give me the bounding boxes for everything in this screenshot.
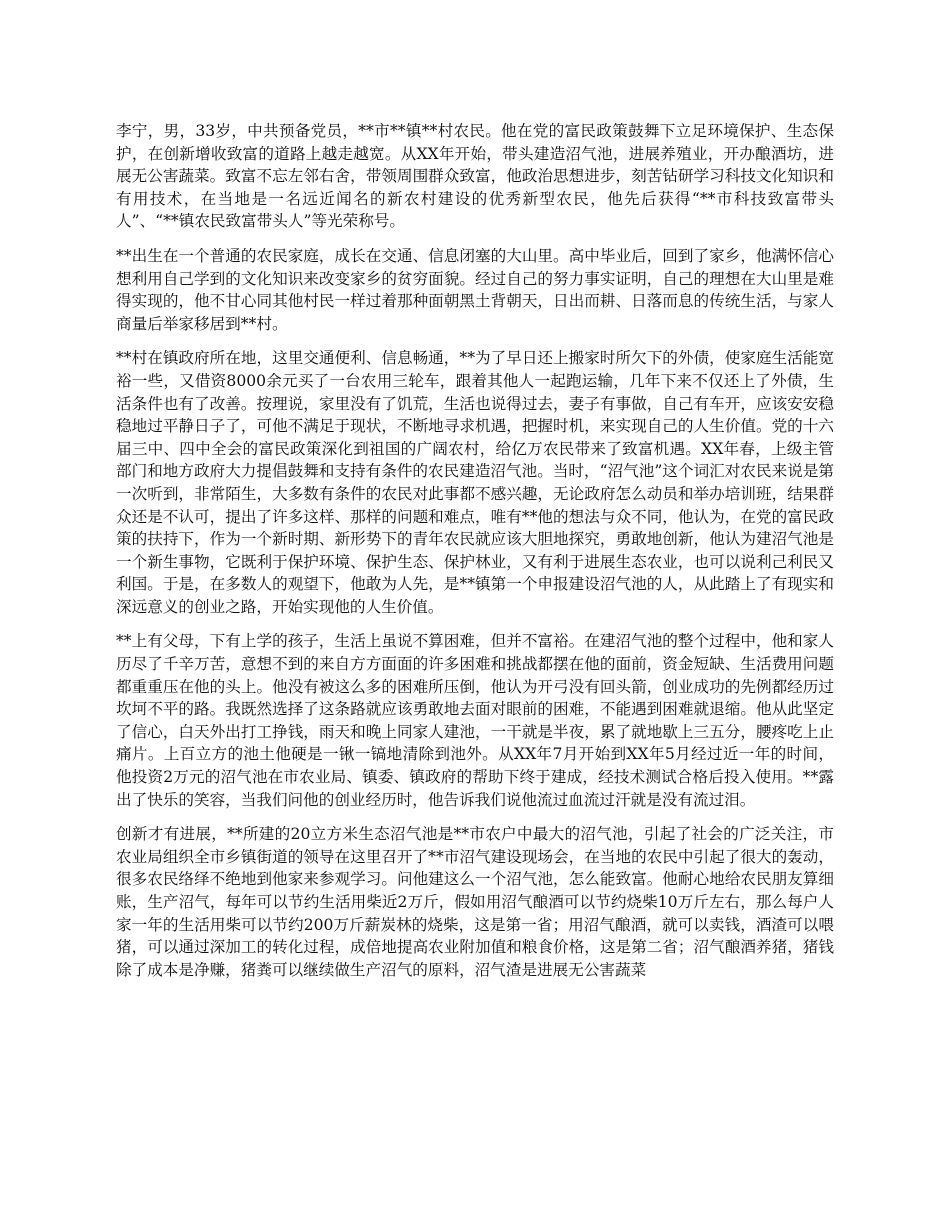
document-page bbox=[116, 120, 834, 993]
paragraph-intro: 李宁，男，33岁，中共预备党员，**市**镇**村农民。他在党的富民政策鼓舞下立足环境保护、生态保护，在创新增收致富的道路上越走越宽。从XX年开始，带头建造沼气池，进展养殖业，开办酿酒坊，进展无公害蔬菜。致富不忘左邻右舍，带领周围群众致富，他政治思想进步，刻苦钻研学习科技文化知识和有用技术，在当地是一名远近闻名的新农村建设的优秀新型农民，他先后获得“**市科技致富带头人”、“**镇农民致富带头人”等光荣称号。 bbox=[116, 122, 834, 231]
paragraph-background: **出生在一个普通的农民家庭，成长在交通、信息闭塞的大山里。高中毕业后，回到了家乡，他满怀信心想利用自己学到的文化知识来改变家乡的贫穷面貌。经过自己的努力事实证明，自己的理想在大山里是难得实现的，他不甘心同其他村民一样过着那种面朝黑土背朝天，日出而耕、日落而息的传统生活，与家人商量后举家移居到**村。 bbox=[116, 246, 834, 333]
paragraph-hardship: **上有父母，下有上学的孩子，生活上虽说不算困难，但并不富裕。在建沼气池的整个过程中，他和家人历尽了千辛万苦，意想不到的来自方方面面的许多困难和挑战都摆在他的面前，资金短缺、生活费用问题都重重压在他的头上。他没有被这么多的困难所压倒，他认为开弓没有回头箭，创业成功的先例都经历过坎坷不平的路。我既然选择了这条路就应该勇敢地去面对眼前的困难，不能遇到困难就退缩。他从此坚定了信心，白天外出打工挣钱，雨天和晚上同家人建池，一干就是半夜，累了就地歇上三五分，腰疼吃上止痛片。上百立方的池土他硬是一锹一镐地清除到池外。从XX年7月开始到XX年5月经过近一年的时间，他投资2万元的沼气池在市农业局、镇委、镇政府的帮助下终于建成，经技术测试合格后投入使用。**露出了快乐的笑容，当我们问他的创业经历时，他告诉我们说他流过血流过汗就是没有流过泪。 bbox=[116, 632, 834, 809]
paragraph-innovation: 创新才有进展，**所建的20立方米生态沼气池是**市农户中最大的沼气池，引起了社会的广泛关注，市农业局组织全市乡镇街道的领导在这里召开了**市沼气建设现场会，在当地的农民中引起了很大的轰动，很多农民络绎不绝地到他家来参观学习。问他建这么一个沼气池，怎么能致富。他耐心地给农民朋友算细账，生产沼气，每年可以节约生活用柴近2万斤，假如用沼气酿酒可以节约烧柴10万斤左右，那么每户人家一年的生活用柴可以节约200万斤薪炭林的烧柴，这是第一省；用沼气酿酒，就可以卖钱，酒渣可以喂猪，可以通过深加工的转化过程，成倍地提高农业附加值和粮食价格，这是第二省；沼气酿酒养猪，猪钱除了成本是净赚，猪粪可以继续做生产沼气的原料，沼气渣是进展无公害蔬菜 bbox=[116, 825, 834, 979]
paragraph-biogas-start: **村在镇政府所在地，这里交通便利、信息畅通，**为了早日还上搬家时所欠下的外债，使家庭生活能宽裕一些，又借资8000余元买了一台农用三轮车，跟着其他人一起跑运输，几年下来不仅还上了外债，生活条件也有了改善。按理说，家里没有了饥荒，生活也说得过去，妻子有事做，自己有车开，应该安安稳稳地过平静日子了，可他不满足于现状，不断地寻求机遇，把握时机，来实现自己的人生价值。党的十六届三中、四中全会的富民政策深化到祖国的广阔农村，给亿万农民带来了致富机遇。XX年春，上级主管部门和地方政府大力提倡鼓舞和支持有条件的农民建造沼气池。当时，“沼气池”这个词汇对农民来说是第一次听到，非常陌生，大多数有条件的农民对此事都不感兴趣，无论政府怎么动员和举办培训班，结果群众还是不认可，提出了许多这样、那样的问题和难点，唯有**他的想法与众不同，他认为，在党的富民政策的扶持下，作为一个新时期、新形势下的青年农民就应该大胆地探究，勇敢地创新，他认为建沼气池是一个新生事物，它既利于保护环境、保护生态、保护林业，又有利于进展生态农业，也可以说利己利民又利国。于是，在多数人的观望下，他敢为人先，是**镇第一个申报建设沼气池的人，从此踏上了有现实和深远意义的创业之路，开始实现他的人生价值。 bbox=[116, 349, 834, 616]
